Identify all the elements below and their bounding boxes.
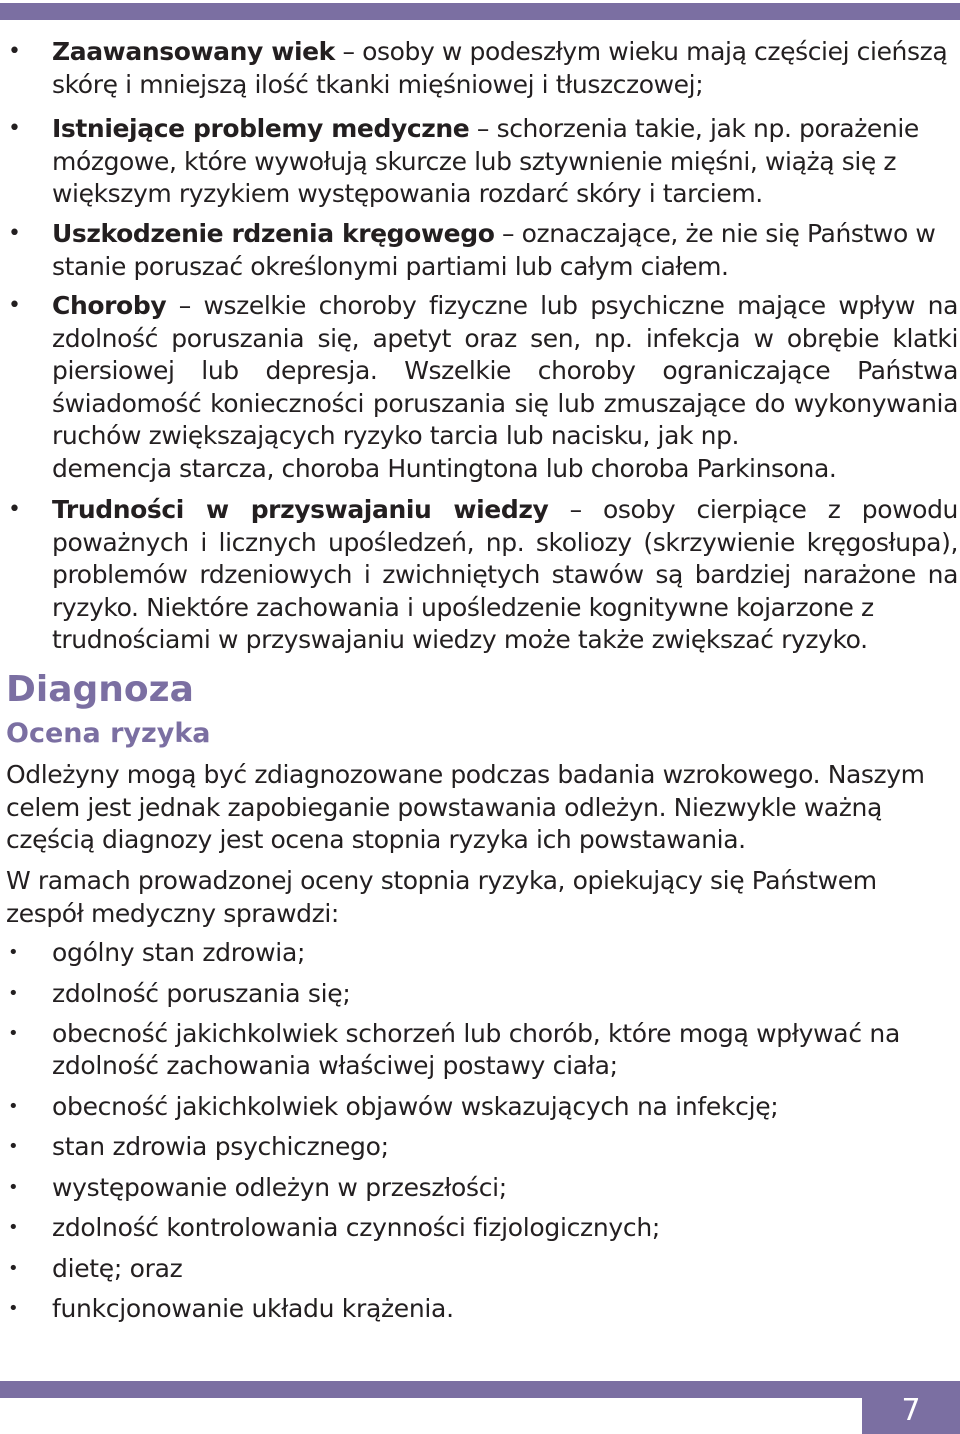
- list-item: obecność jakichkolwiek schorzeń lub chorób, które mogą wpływać na zdolność zachowania właściwej postawy ciała;: [52, 1019, 900, 1080]
- bullet-icon: •: [8, 1023, 19, 1044]
- bullet-icon: •: [8, 983, 19, 1004]
- bullet-icon: •: [8, 293, 21, 318]
- bullet-icon: •: [8, 942, 19, 963]
- risk-desc: – wszelkie choroby fizyczne lub psychiczne mające wpływ na zdolność poruszania się, apetyt oraz sen, np. infekcja w obrębie klatki piersiowej lub depresja. Wszelkie choroby ograniczające Państwa świadomość konieczności poruszania się lub zmuszające do wykonywania ruchów zwiększających ryzyko tarcia lub nacisku, jak np.: [52, 291, 958, 450]
- bullet-icon: •: [8, 1096, 19, 1117]
- risk-term: Choroby: [52, 291, 167, 320]
- risk-term: Zaawansowany wiek: [52, 37, 335, 66]
- list-item: zdolność kontrolowania czynności fizjologicznych;: [52, 1213, 661, 1242]
- bullet-icon: •: [8, 39, 21, 64]
- bullet-icon: •: [8, 1217, 19, 1238]
- section-heading: Diagnoza: [6, 669, 194, 710]
- risk-desc: – schorzenia takie, jak np. porażenie mózgowe, które wywołują skurcze lub sztywnienie mięśni, wiążą się z większym ryzykiem występowania rozdarć skóry i tarciem.: [52, 114, 919, 208]
- bottom-decorative-bar: [0, 1381, 960, 1398]
- risk-desc: – osoby w podeszłym wieku mają częściej cieńszą skórę i mniejszą ilość tkanki mięśniowej i tłuszczowej;: [52, 37, 948, 99]
- bullet-icon: •: [8, 116, 21, 141]
- risk-desc-last-line: demencja starcza, choroba Huntingtona lub choroba Parkinsona.: [52, 453, 837, 483]
- top-decorative-bar: [0, 3, 960, 20]
- risk-desc: – oznaczające, że nie się Państwo w stanie poruszać określonymi partiami lub całym ciałem.: [52, 219, 936, 281]
- risk-desc-last-line: trudnościami w przyswajaniu wiedzy może także zwiększać ryzyko.: [52, 625, 868, 654]
- bullet-icon: •: [8, 497, 21, 522]
- bullet-icon: •: [8, 1298, 19, 1319]
- risk-term: Trudności w przyswajaniu wiedzy: [52, 495, 549, 524]
- risk-term: Istniejące problemy medyczne: [52, 114, 470, 143]
- list-item: stan zdrowia psychicznego;: [52, 1132, 389, 1161]
- risk-factor-diseases: [52, 290, 958, 485]
- bullet-icon: •: [8, 1136, 19, 1157]
- list-item: ogólny stan zdrowia;: [52, 938, 306, 967]
- list-item: dietę; oraz: [52, 1254, 183, 1283]
- risk-desc: – osoby cierpiące z powodu poważnych i licznych upośledzeń, np. skoliozy (skrzywienie kręgosłupa), problemów rdzeniowych i zwichniętych stawów są bardziej narażone na ryzyko. Niektóre zachowania i upośledzenie kognitywne kojarzone z: [52, 495, 958, 622]
- list-item: zdolność poruszania się;: [52, 979, 351, 1008]
- risk-factor-age: [52, 36, 958, 101]
- list-item: funkcjonowanie układu krążenia.: [52, 1294, 454, 1323]
- risk-factor-medical: [52, 113, 958, 211]
- risk-term: Uszkodzenie rdzenia kręgowego: [52, 219, 495, 248]
- bullet-icon: •: [8, 1258, 19, 1279]
- list-item: występowanie odleżyn w przeszłości;: [52, 1173, 507, 1202]
- risk-factor-learning: [52, 494, 958, 657]
- assessment-paragraph: W ramach prowadzonej oceny stopnia ryzyka, opiekujący się Państwem zespół medyczny sprawdzi:: [6, 866, 877, 928]
- intro-paragraph: Odleżyny mogą być zdiagnozowane podczas badania wzrokowego. Naszym celem jest jednak zapobieganie powstawania odleżyn. Niezwykle ważną częścią diagnozy jest ocena stopnia ryzyka ich powstawania.: [6, 760, 925, 854]
- bullet-icon: •: [8, 1177, 19, 1198]
- risk-factor-spinal: [52, 218, 958, 283]
- page-number: 7: [862, 1381, 960, 1434]
- list-item: obecność jakichkolwiek objawów wskazujących na infekcję;: [52, 1092, 779, 1121]
- section-subheading: Ocena ryzyka: [6, 718, 211, 749]
- bullet-icon: •: [8, 221, 21, 246]
